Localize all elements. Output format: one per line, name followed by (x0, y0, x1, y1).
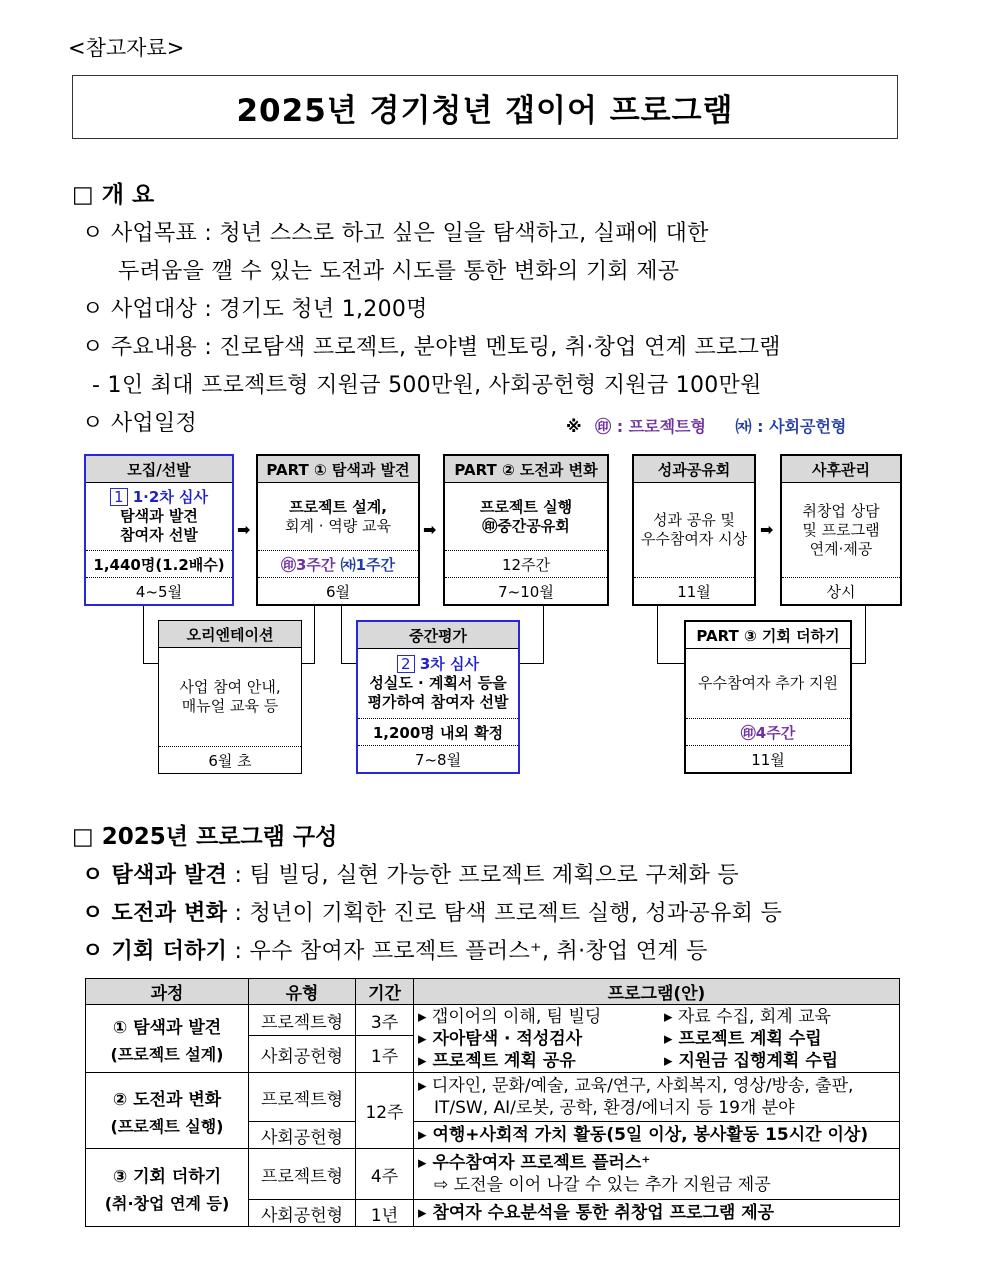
recruit-line2: 탐색과 발견 (120, 507, 198, 525)
course-cell (86, 1005, 249, 1073)
after-period: 상시 (782, 577, 900, 604)
reference-label: <참고자료> (68, 36, 185, 60)
part2-header: PART ② 도전과 변화 (445, 456, 607, 483)
part1-line1: 프로젝트 설계, (289, 497, 387, 516)
prog-item: IT/SW, AI/로봇, 공학, 환경/에너지 등 19개 분야 (434, 1098, 795, 1118)
flow-part3 (684, 620, 852, 774)
prog-item: ▸ 지원금 집행계획 수립 (664, 1050, 839, 1071)
prog-item: ▸ 참여자 수요분석을 통한 취창업 프로그램 제공 (414, 1200, 900, 1227)
mid-header: 중간평가 (358, 622, 518, 649)
course-cell (86, 1149, 249, 1227)
program-cell (414, 1073, 900, 1122)
type-cell: 프로젝트형 (249, 1073, 356, 1122)
part1-header: PART ① 탐색과 발견 (258, 456, 418, 483)
part3-header: PART ③ 기회 더하기 (686, 622, 850, 649)
part3-period: 11월 (686, 745, 850, 772)
flow-share (632, 454, 756, 606)
after-header: 사후관리 (782, 456, 900, 483)
flow-mid (356, 620, 520, 774)
duration-cell: 1주 (356, 1036, 414, 1073)
comp-l1-text: : 팀 빌딩, 실현 가능한 프로젝트 계획으로 구체화 등 (227, 863, 739, 888)
duration-cell: 1년 (356, 1200, 414, 1227)
part2-duration: 12주간 (445, 550, 607, 577)
recruit-period: 4~5월 (86, 577, 232, 604)
mid-count: 1,200명 내외 확정 (358, 718, 518, 745)
mid-line2: 성실도 · 계획서 등을 (369, 674, 507, 692)
mid-body (358, 649, 518, 718)
course-name: ② 도전과 변화 (112, 1089, 222, 1110)
part2-line2: ㊞중간공유회 (482, 516, 570, 535)
share-line2: 우수참여자 시상 (640, 530, 748, 548)
share-line1: 성과 공유 및 (653, 511, 735, 529)
course-sub: (취·창업 연계 등) (104, 1193, 230, 1213)
prog-item: ▸ 갭이어의 이해, 팀 빌딩 (418, 1006, 602, 1027)
after-body (782, 483, 900, 577)
prog-item: ▸ 우수참여자 프로젝트 플러스⁺ (418, 1153, 651, 1173)
orient-period: 6월 초 (159, 746, 301, 773)
part1-period: 6월 (258, 577, 418, 604)
part3-body (686, 649, 850, 718)
schedule-line: ㅇ 사업일정 (82, 411, 198, 436)
program-table (85, 978, 900, 1227)
comp-l2-text: : 청년이 기획한 진로 탐색 프로젝트 실행, 성과공유회 등 (227, 901, 783, 926)
type-cell: 사회공헌형 (249, 1036, 356, 1073)
part3-duration: ㊞4주간 (686, 718, 850, 745)
part1-line2: 회계 · 역량 교육 (284, 516, 391, 535)
arrow-right-icon: ➡ (237, 520, 251, 539)
legend-note: ※ (566, 417, 582, 436)
share-body (634, 483, 754, 577)
support-line: - 1인 최대 프로젝트형 지원금 500만원, 사회공헌형 지원금 100만원 (92, 373, 762, 398)
comp-l3-label: ㅇ 기회 더하기 (82, 939, 228, 964)
course-name: ① 탐색과 발견 (112, 1017, 222, 1038)
recruit-count: 1,440명(1.2배수) (86, 550, 232, 577)
mid-line1: 3차 심사 (419, 655, 479, 673)
col-program: 프로그램(안) (414, 979, 900, 1005)
part2-line1: 프로젝트 실행 (479, 497, 573, 516)
type-cell: 사회공헌형 (249, 1200, 356, 1227)
orient-line1: 사업 참여 안내, (179, 678, 281, 696)
composition-heading: □ 2025년 프로그램 구성 (72, 824, 338, 850)
course-cell (86, 1073, 249, 1149)
mid-num: 2 (397, 655, 415, 673)
overview-heading: □ 개 요 (72, 182, 155, 208)
type-cell: 사회공헌형 (249, 1122, 356, 1149)
recruit-body (86, 483, 232, 550)
program-cell (414, 1005, 900, 1073)
recruit-line3: 참여자 선발 (120, 526, 198, 544)
prog-item: ▸ 디자인, 문화/예술, 교육/연구, 사회복지, 영상/방송, 출판, (418, 1076, 854, 1096)
recruit-header: 모집/선발 (86, 456, 232, 483)
orient-header: 오리엔테이션 (159, 621, 301, 648)
after-line2: 및 프로그램 (802, 520, 880, 539)
part1-dur-project: ㊞3주간 (280, 555, 336, 574)
comp-l1-label: ㅇ 탐색과 발견 (82, 863, 228, 888)
prog-item: ▸ 프로젝트 계획 공유 (418, 1050, 576, 1071)
course-sub: (프로젝트 설계) (110, 1044, 224, 1064)
comp-line1 (82, 858, 739, 889)
goal-line1: ㅇ 사업목표 : 청년 스스로 하고 싶은 일을 탐색하고, 실패에 대한 (82, 221, 709, 246)
col-type: 유형 (249, 979, 356, 1005)
after-line3: 연계·제공 (809, 539, 873, 558)
course-name: ③ 기회 더하기 (112, 1166, 222, 1187)
arrow-right-icon: ➡ (423, 520, 437, 539)
flow-part1 (256, 454, 420, 606)
comp-l2-label: ㅇ 도전과 변화 (82, 901, 228, 926)
duration-cell: 12주 (356, 1073, 414, 1149)
prog-item: ▸ 프로젝트 계획 수립 (664, 1028, 822, 1049)
comp-line3 (82, 934, 708, 965)
mid-period: 7~8월 (358, 745, 518, 772)
contents-line: ㅇ 주요내용 : 진로탐색 프로젝트, 분야별 멘토링, 취·창업 연계 프로그램 (82, 335, 781, 360)
prog-item: ▸ 여행+사회적 가치 활동(5일 이상, 봉사활동 15시간 이상) (414, 1122, 900, 1149)
part1-body (258, 483, 418, 550)
flow-recruit (84, 454, 234, 606)
orient-line2: 매뉴얼 교육 등 (181, 697, 279, 715)
part1-dur-social: ㈖1주간 (340, 555, 396, 574)
comp-l3-text: : 우수 참여자 프로젝트 플러스⁺, 취·창업 연계 등 (227, 939, 708, 964)
legend (566, 414, 846, 437)
share-period: 11월 (634, 577, 754, 604)
duration-cell: 4주 (356, 1149, 414, 1200)
part2-period: 7~10월 (445, 577, 607, 604)
after-line1: 취창업 상담 (802, 501, 880, 520)
course-sub: (프로젝트 실행) (110, 1116, 224, 1136)
mid-line3: 평가하여 참여자 선발 (367, 693, 509, 711)
table-row (86, 1005, 900, 1036)
prog-item: ▸ 자아탐색 · 적성검사 (418, 1028, 583, 1049)
share-header: 성과공유회 (634, 456, 754, 483)
col-duration: 기간 (356, 979, 414, 1005)
arrow-right-icon: ➡ (760, 520, 774, 539)
document-title (72, 75, 898, 139)
table-header-row (86, 979, 900, 1005)
legend-social: ㈖ : 사회공헌형 (735, 417, 847, 436)
prog-item: ▸ 자료 수집, 회계 교육 (664, 1006, 831, 1027)
type-cell: 프로젝트형 (249, 1005, 356, 1036)
legend-project: ㊞ : 프로젝트형 (595, 417, 706, 436)
col-course: 과정 (86, 979, 249, 1005)
type-cell: 프로젝트형 (249, 1149, 356, 1200)
recruit-num: 1 (110, 488, 128, 506)
flow-orientation (158, 620, 302, 774)
target-line: ㅇ 사업대상 : 경기도 청년 1,200명 (82, 297, 428, 322)
title-text: 2025년 경기청년 갭이어 프로그램 (236, 92, 734, 129)
flow-part2 (443, 454, 609, 606)
part2-body (445, 483, 607, 550)
orient-body (159, 648, 301, 746)
recruit-line1: 1·2차 심사 (132, 488, 209, 506)
table-row (86, 1073, 900, 1122)
goal-line2: 두려움을 깰 수 있는 도전과 시도를 통한 변화의 기회 제공 (118, 259, 680, 284)
part3-line1: 우수참여자 추가 지원 (698, 674, 838, 692)
flow-after (780, 454, 902, 606)
table-row (86, 1149, 900, 1200)
comp-line2 (82, 896, 782, 927)
program-cell (414, 1149, 900, 1200)
prog-item: ⇨ 도전을 이어 나갈 수 있는 추가 지원금 제공 (434, 1175, 771, 1195)
part1-duration (258, 550, 418, 577)
duration-cell: 3주 (356, 1005, 414, 1036)
